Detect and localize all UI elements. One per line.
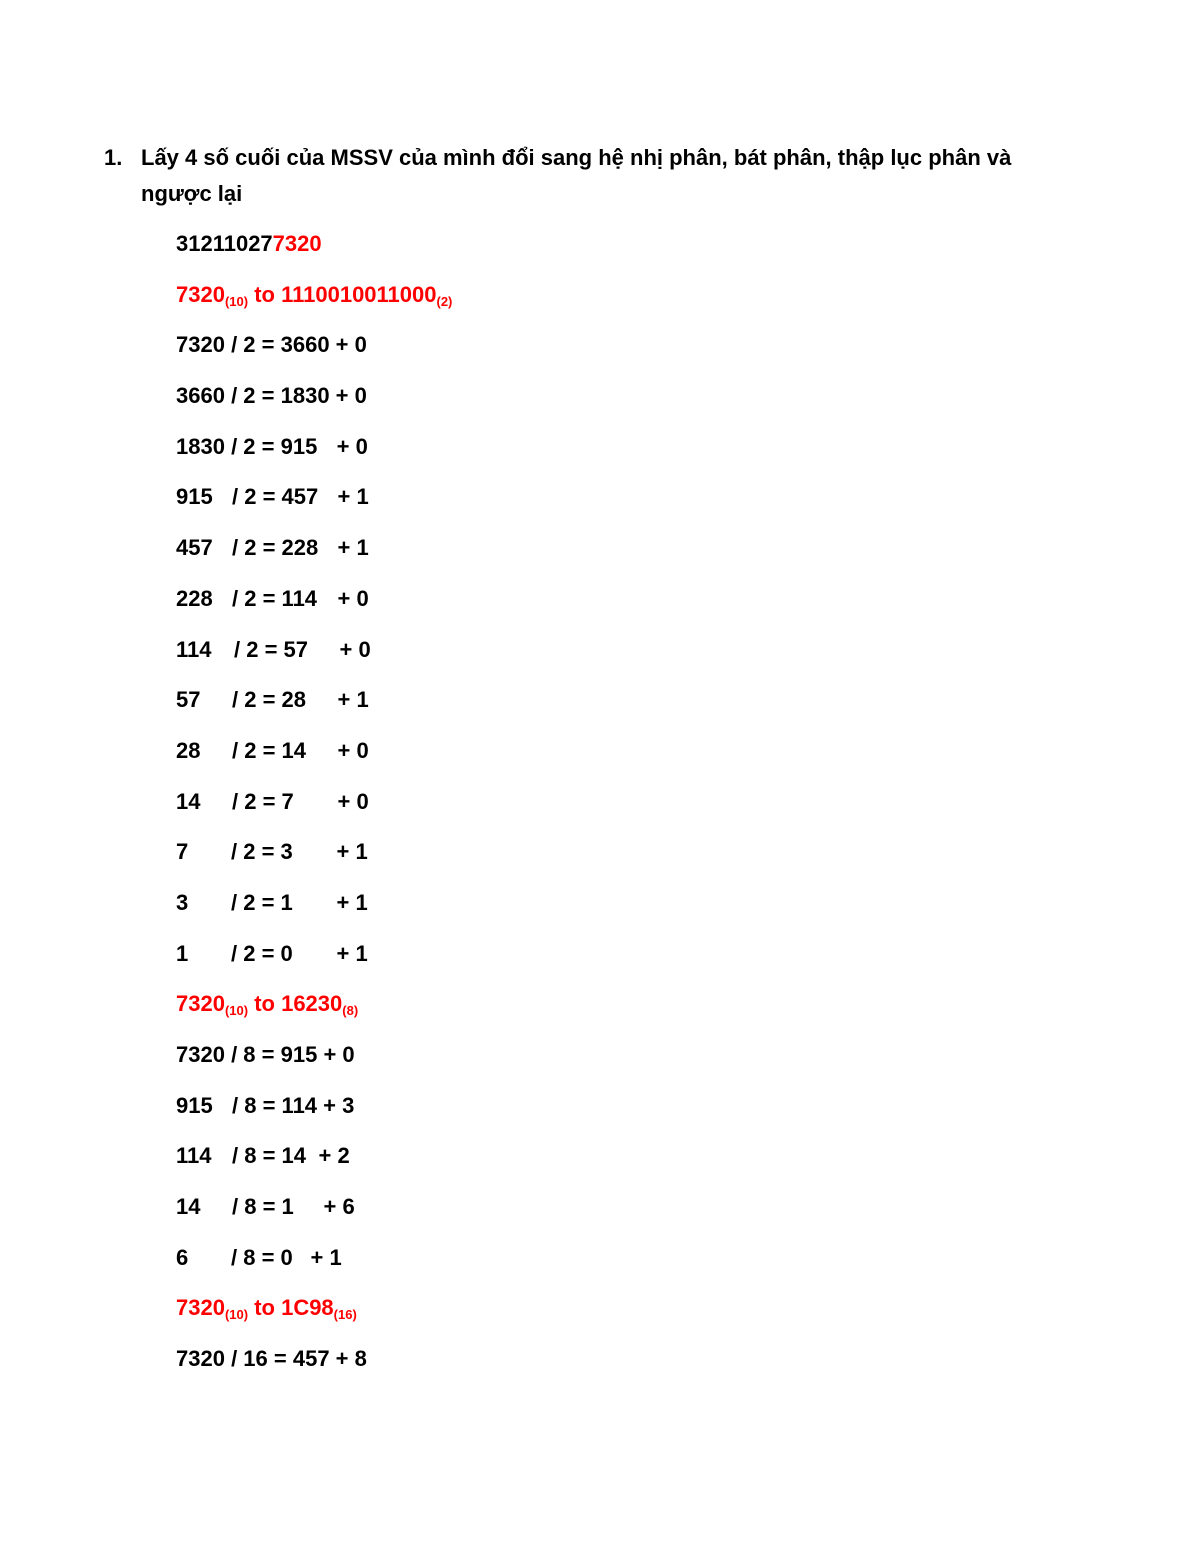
operator: / 8 = [232, 1194, 282, 1220]
dividend: 3660 [176, 383, 225, 409]
remainder: + 1 [336, 940, 368, 966]
octal-from-base: (10) [224, 1003, 249, 1019]
binary-row [176, 936, 1076, 987]
hex-from-base: (10) [224, 1307, 249, 1323]
binary-from: 7320 [176, 281, 225, 307]
dividend: 6 [176, 1244, 189, 1270]
hex-header [176, 1290, 1076, 1341]
dividend: 228 [176, 585, 213, 611]
quotient: 3 [280, 839, 293, 865]
question-number: 1. [104, 145, 123, 170]
dividend: 7320 [176, 1346, 225, 1372]
octal-to-word: to [248, 991, 282, 1017]
quotient: 57 [283, 636, 309, 662]
remainder: + 8 [329, 1346, 367, 1372]
quotient: 114 [281, 1092, 318, 1118]
remainder: + 0 [337, 788, 369, 814]
dividend: 915 [176, 484, 213, 510]
operator: / 2 = [234, 636, 284, 662]
remainder: + 1 [310, 1244, 342, 1270]
quotient: 14 [281, 737, 307, 763]
operator: / 8 = [231, 1244, 281, 1270]
binary-to: 1110010011000 [281, 281, 437, 307]
octal-to-base: (8) [342, 1003, 359, 1019]
binary-row [176, 581, 1076, 632]
binary-row [176, 682, 1076, 733]
quotient: 7 [281, 788, 294, 814]
hex-to-base: (16) [333, 1307, 357, 1323]
binary-row [176, 429, 1076, 480]
remainder: + 0 [339, 636, 371, 662]
dividend: 114 [176, 636, 212, 662]
remainder: + 1 [337, 535, 369, 561]
mssv-suffix: 7320 [272, 231, 322, 256]
question-heading [104, 140, 1064, 212]
binary-row [176, 885, 1076, 936]
quotient: 0 [280, 940, 293, 966]
quotient: 14 [281, 1143, 307, 1169]
dividend: 57 [176, 687, 201, 713]
remainder: + 0 [337, 737, 369, 763]
remainder: + 1 [336, 889, 368, 915]
binary-to-base: (2) [436, 293, 453, 309]
binary-header [176, 277, 1076, 328]
quotient: 28 [281, 687, 307, 713]
dividend: 14 [176, 788, 201, 814]
remainder: + 1 [336, 839, 368, 865]
octal-row [176, 1037, 1076, 1088]
dividend: 457 [176, 535, 213, 561]
operator: / 8 = [232, 1143, 282, 1169]
solution-lines [176, 226, 1076, 1392]
question-text: Lấy 4 số cuối của MSSV của mình đổi sang hệ nhị phân, bát phân, thập lục phân và ngược lại [141, 145, 1012, 206]
operator: / 16 = [224, 1346, 293, 1372]
remainder: + 2 [318, 1143, 350, 1169]
dividend: 1830 [176, 433, 225, 459]
binary-row [176, 327, 1076, 378]
operator: / 2 = [224, 433, 281, 459]
quotient: 0 [280, 1244, 293, 1270]
operator: / 2 = [232, 585, 282, 611]
dividend: 114 [176, 1143, 212, 1169]
quotient: 457 [281, 484, 319, 510]
dividend: 7320 [176, 1042, 225, 1067]
remainder: + 0 [329, 332, 367, 358]
operator: / 2 = [232, 687, 282, 713]
remainder: + 0 [336, 433, 368, 459]
octal-row [176, 1189, 1076, 1240]
dividend: 3 [176, 889, 189, 915]
remainder: + 0 [337, 585, 369, 611]
binary-row [176, 530, 1076, 581]
quotient: 457 [292, 1346, 330, 1372]
binary-row [176, 834, 1076, 885]
quotient: 1 [280, 889, 293, 915]
binary-from-base: (10) [224, 293, 249, 309]
operator: / 2 = [231, 940, 281, 966]
octal-row [176, 1240, 1076, 1291]
dividend: 7320 [176, 332, 225, 358]
binary-row [176, 733, 1076, 784]
operator: / 2 = [232, 737, 282, 763]
binary-row [176, 632, 1076, 683]
operator: / 2 = [231, 889, 281, 915]
operator: / 2 = [224, 332, 281, 358]
dividend: 915 [176, 1092, 213, 1118]
binary-row [176, 784, 1076, 835]
hex-row [176, 1341, 1076, 1392]
operator: / 2 = [224, 383, 281, 409]
remainder: + 6 [323, 1194, 355, 1220]
remainder: + 1 [337, 484, 369, 510]
operator: / 2 = [231, 839, 281, 865]
operator: / 8 = [224, 1042, 281, 1067]
mssv-prefix: 31211027 [176, 231, 273, 256]
octal-row [176, 1088, 1076, 1139]
quotient: 1830 [280, 383, 330, 409]
binary-row [176, 378, 1076, 429]
operator: / 2 = [232, 535, 282, 561]
dividend: 28 [176, 737, 201, 763]
quotient: 3660 [280, 332, 330, 358]
octal-header [176, 986, 1076, 1037]
mssv-line [176, 226, 1076, 277]
operator: / 2 = [232, 788, 282, 814]
octal-from: 7320 [176, 991, 225, 1017]
remainder: + 3 [317, 1092, 355, 1118]
hex-from: 7320 [176, 1295, 225, 1321]
hex-to-word: to [248, 1295, 282, 1321]
remainder: + 0 [329, 383, 367, 409]
dividend: 14 [176, 1194, 201, 1220]
quotient: 228 [281, 535, 319, 561]
quotient: 114 [281, 585, 318, 611]
dividend: 7 [176, 839, 189, 865]
operator: / 2 = [232, 484, 282, 510]
remainder: + 0 [317, 1042, 355, 1067]
dividend: 1 [176, 940, 189, 966]
operator: / 8 = [232, 1092, 282, 1118]
hex-to: 1C98 [281, 1295, 334, 1321]
octal-to: 16230 [281, 991, 343, 1017]
binary-to-word: to [248, 281, 282, 307]
remainder: + 1 [337, 687, 369, 713]
binary-row [176, 479, 1076, 530]
quotient: 1 [281, 1194, 294, 1220]
quotient: 915 [280, 433, 318, 459]
quotient: 915 [280, 1042, 318, 1067]
octal-row [176, 1138, 1076, 1189]
